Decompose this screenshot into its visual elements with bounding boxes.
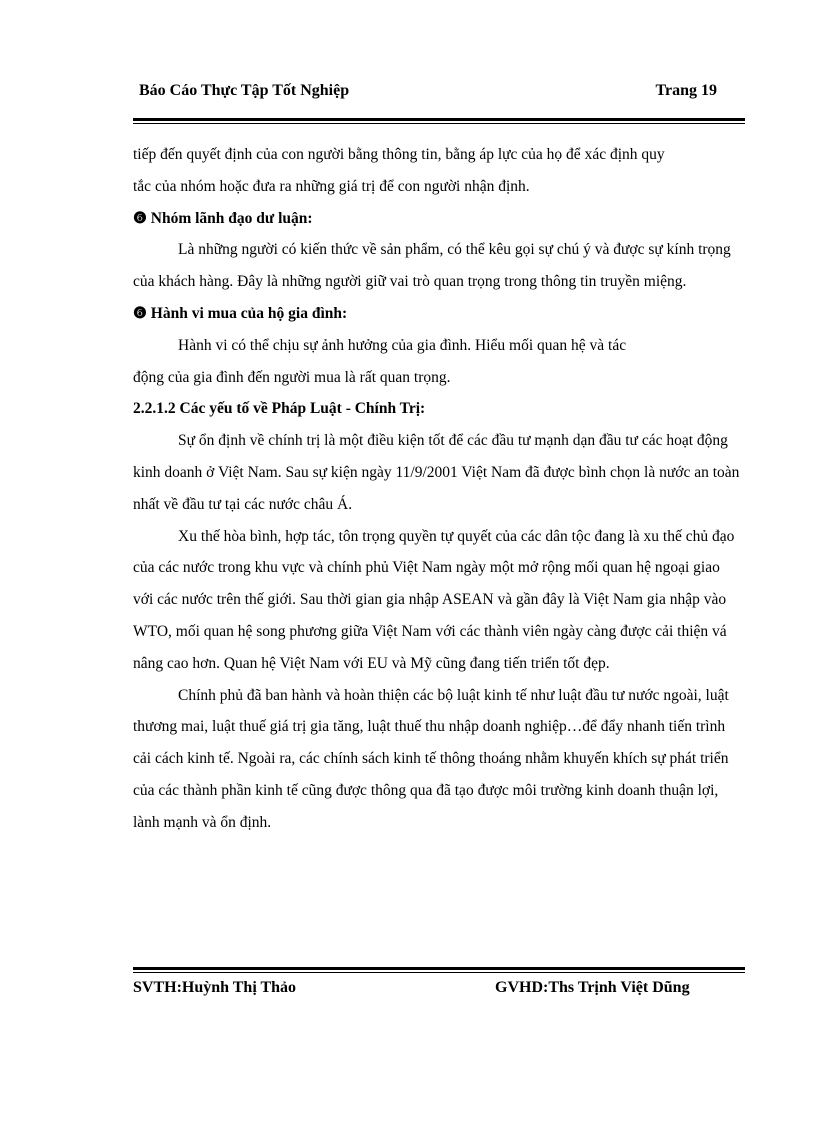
heading-opinion-leaders: ❻ Nhóm lãnh đạo dư luận: (133, 209, 313, 227)
heading-household-buying: ❻ Hành vi mua của hộ gia đình: (133, 304, 348, 322)
paragraph-opinion-leaders: Là những người có kiến thức về sản phẩm, có thể kêu gọi sự chú ý và được sự kính trọng của khách hàng. Đây là những người giữ vai trò quan trọng trong thông tin truyền miệng. (133, 241, 731, 291)
footer-rule (133, 967, 745, 973)
paragraph-continued-line1: tiếp đến quyết định của con người bằng thông tin, bằng áp lực của họ để xác định quy (133, 146, 665, 163)
header-rule-thin (133, 123, 745, 124)
body-text (133, 139, 743, 839)
report-title: Báo Cáo Thực Tập Tốt Nghiệp (139, 82, 350, 99)
advisor-name: GVHD:Ths Trịnh Việt Dũng (495, 979, 690, 996)
paragraph-household-line1: Hành vi có thể chịu sự ảnh hưởng của gia đình. Hiểu mối quan hệ và tác (178, 336, 627, 354)
footer-rule-thin (133, 972, 745, 973)
paragraph-continued-line2: tắc của nhóm hoặc đưa ra những giá trị để con người nhận định. (133, 177, 530, 195)
paragraph-political-stability: Sự ổn định về chính trị là một điều kiện tốt để các đầu tư mạnh dạn đầu tư các hoạt động kinh doanh ở Việt Nam. Sau sự kiện ngày 11/9/2001 Việt Nam đã được bình chọn là nước an toàn nhất về đầu tư tại các nước châu Á. (133, 432, 740, 513)
header-rule (133, 118, 745, 124)
page-number: Trang 19 (655, 82, 717, 99)
paragraph-household-line2: động của gia đình đến người mua là rất quan trọng. (133, 368, 451, 386)
heading-legal-political: 2.2.1.2 Các yếu tố về Pháp Luật - Chính Trị: (133, 400, 426, 418)
footer-rule-thick (133, 967, 745, 970)
paragraph-peace-cooperation: Xu thế hòa bình, hợp tác, tôn trọng quyền tự quyết của các dân tộc đang là xu thế chủ đạo của các nước trong khu vực và chính phủ Việt Nam ngày một mở rộng mối quan hệ ngoại giao với các nước trên thế giới. Sau thời gian gia nhập ASEAN và gần đây là Việt Nam gia nhập vào WTO, mối quan hệ song phương giữa Việt Nam với các thành viên ngày càng được cải thiện vá nâng cao hơn. Quan hệ Việt Nam với EU và Mỹ cũng đang tiến triển tốt đẹp. (133, 527, 735, 672)
paragraph-economic-laws: Chính phủ đã ban hành và hoàn thiện các bộ luật kinh tế như luật đầu tư nước ngoài, luật thương mai, luật thuế giá trị gia tăng, luật thuế thu nhập doanh nghiệp…để đẩy nhanh tiến trình cải cách kinh tế. Ngoài ra, các chính sách kinh tế thông thoáng nhằm khuyến khích sự phát triển của các thành phần kinh tế cũng được thông qua đã tạo được môi trường kinh doanh thuận lợi, lành mạnh và ổn định. (133, 686, 729, 831)
student-name: SVTH:Huỳnh Thị Thảo (133, 979, 297, 996)
page-header (133, 80, 745, 104)
header-rule-thick (133, 118, 745, 121)
